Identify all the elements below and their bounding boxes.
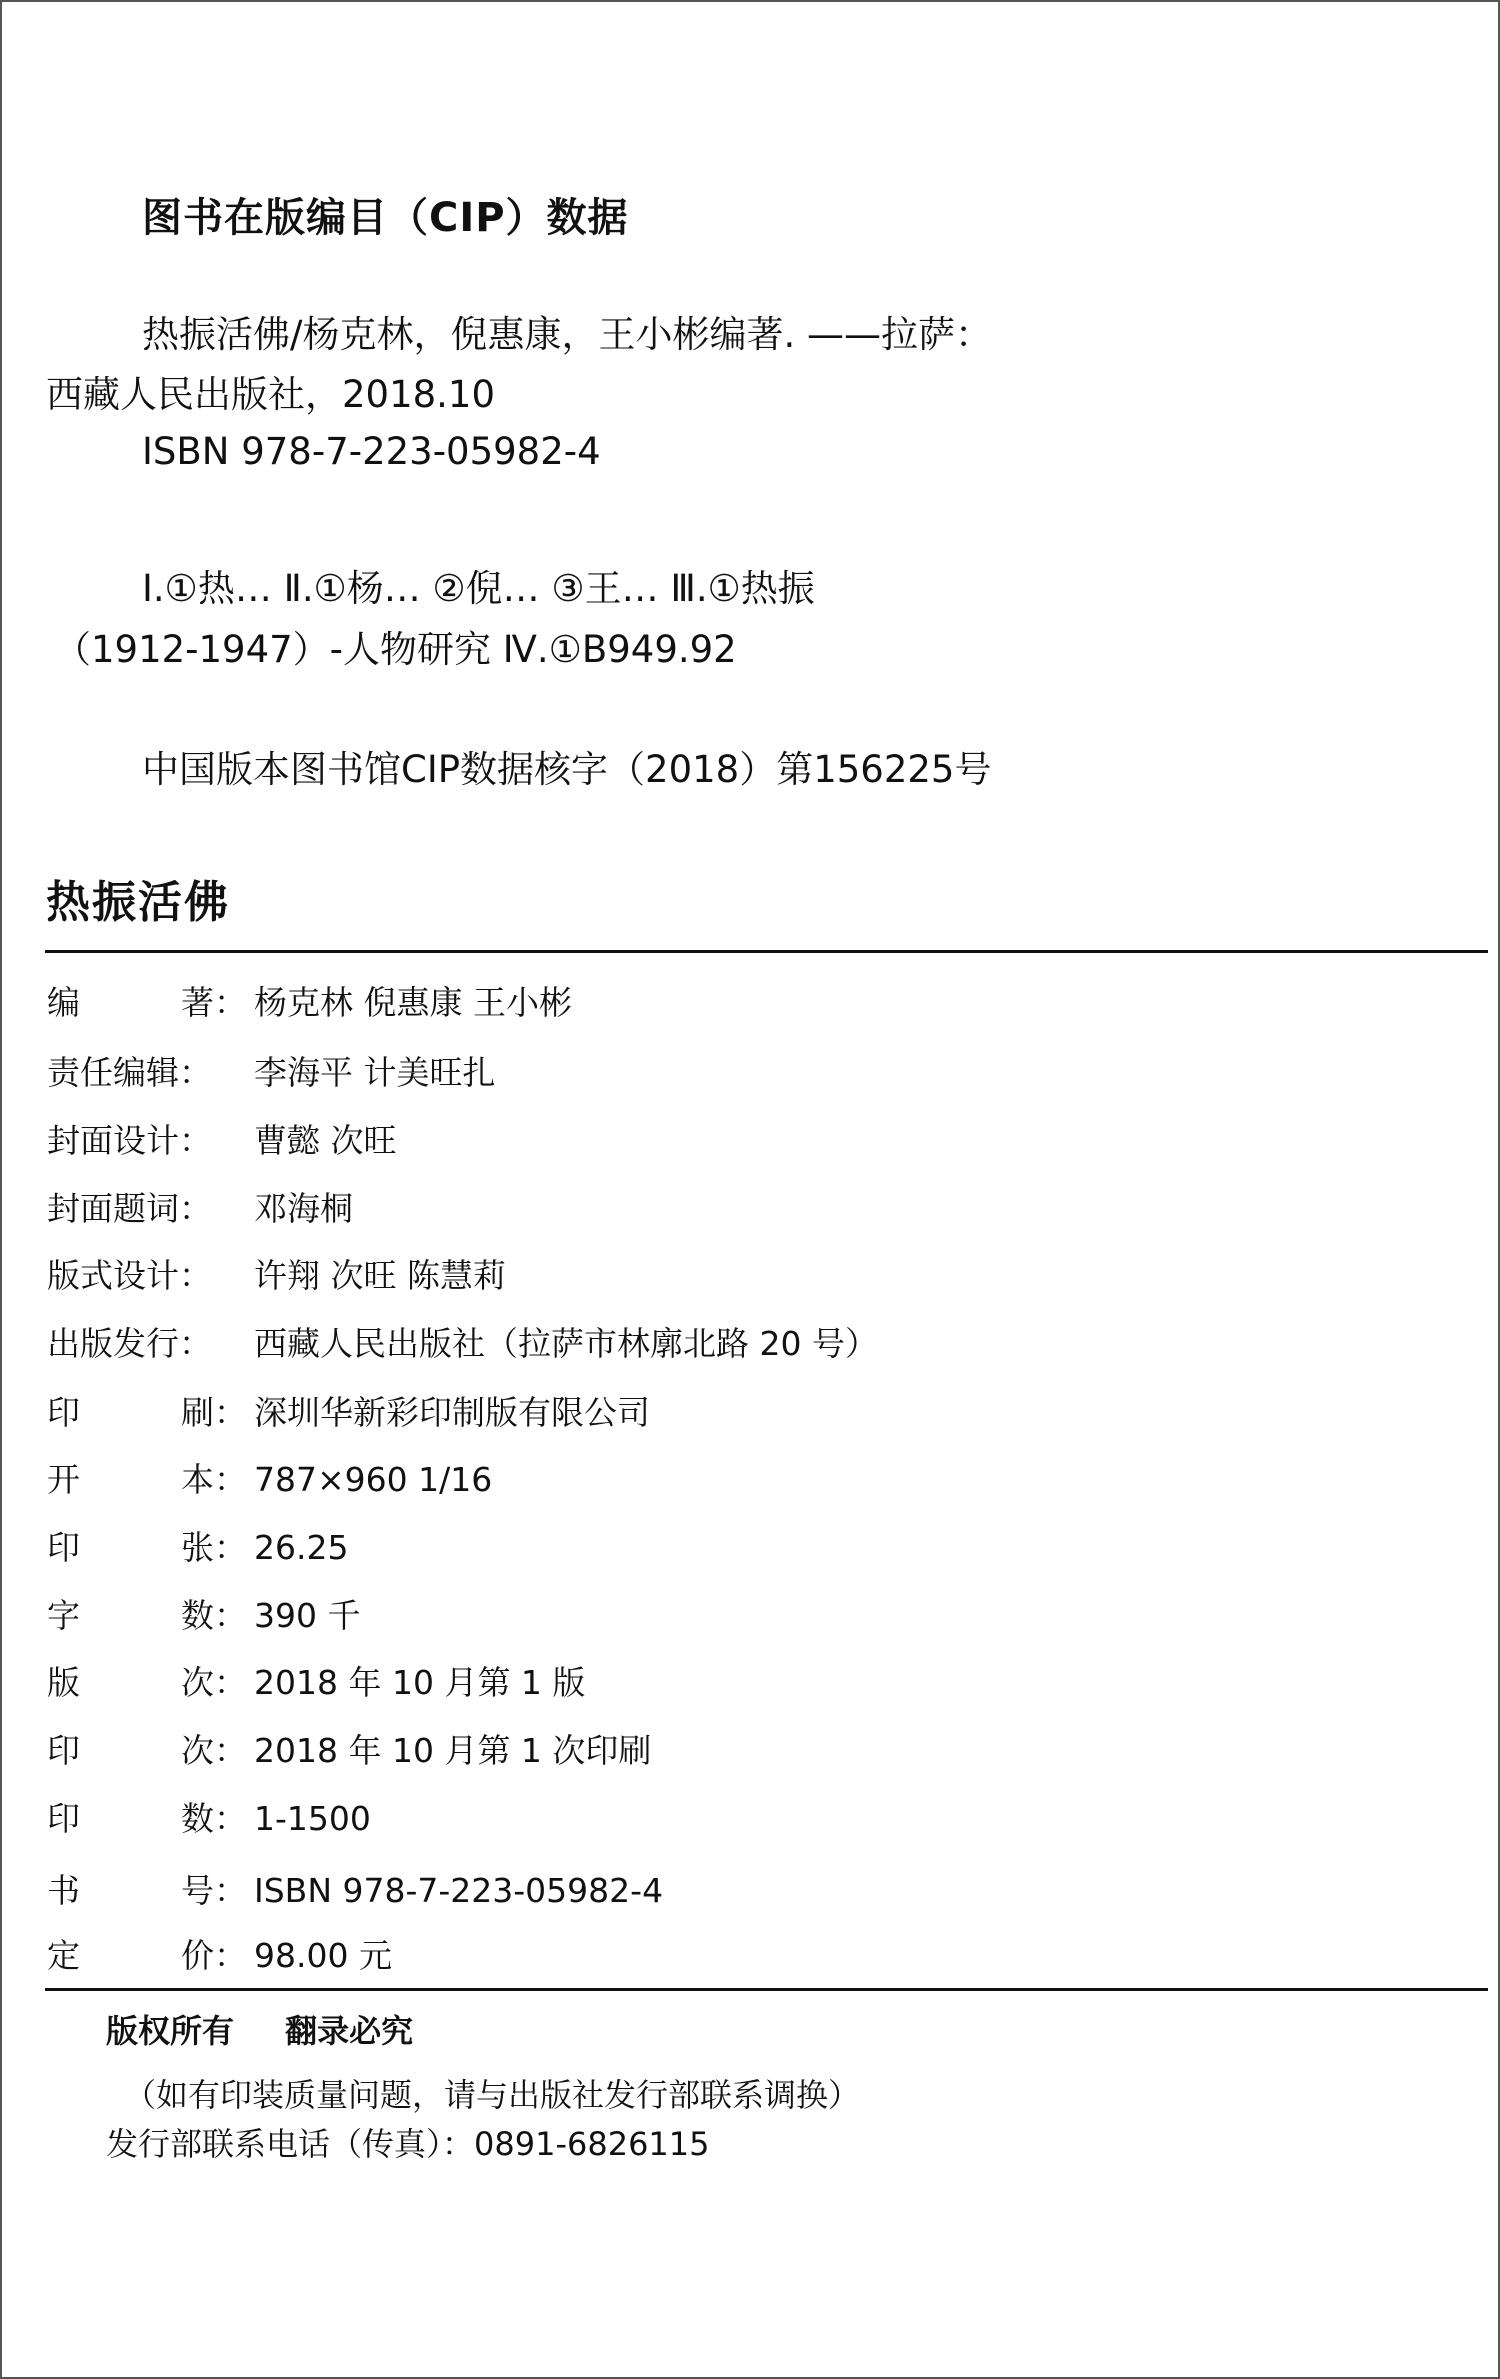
contact-phone: 发行部联系电话（传真）：0891-6826115 — [106, 2125, 710, 2163]
detail-label — [47, 1053, 247, 1093]
cip-heading: 图书在版编目（CIP）数据 — [142, 195, 629, 241]
cip-record-number: 中国版本图书馆CIP数据核字（2018）第156225号 — [142, 748, 992, 791]
detail-label-part: 著： — [181, 983, 247, 1022]
detail-value: 2018 年 10 月第 1 版 — [254, 1663, 586, 1702]
detail-label-part: 编 — [47, 983, 80, 1022]
detail-label — [47, 1121, 247, 1161]
divider-top — [45, 950, 1488, 953]
detail-value: 许翔 次旺 陈慧莉 — [254, 1256, 506, 1295]
cip-line-2: 西藏人民出版社，2018.10 — [46, 373, 496, 416]
detail-value: 26.25 — [254, 1528, 349, 1567]
detail-label — [47, 1799, 247, 1839]
detail-label-part: 版 — [47, 1663, 80, 1702]
detail-label — [47, 1936, 247, 1976]
detail-label-part: 张： — [181, 1528, 247, 1567]
divider-bottom — [45, 1988, 1488, 1991]
detail-value: 杨克林 倪惠康 王小彬 — [254, 983, 572, 1022]
detail-value: 曹懿 次旺 — [254, 1121, 397, 1160]
detail-label-part: 开 — [47, 1460, 80, 1499]
cip-isbn: ISBN 978-7-223-05982-4 — [142, 430, 601, 473]
detail-label-part: 本： — [181, 1460, 247, 1499]
detail-label — [47, 1871, 247, 1911]
detail-label — [47, 1663, 247, 1703]
detail-label-part: 书 — [47, 1871, 80, 1910]
detail-label-part: 印 — [47, 1393, 80, 1432]
detail-label — [47, 1460, 247, 1500]
detail-label — [47, 983, 247, 1023]
copyright-notice: 版权所有 翻录必究 — [106, 2012, 414, 2050]
detail-label-part: 印 — [47, 1528, 80, 1567]
cip-classification-1: Ⅰ.①热… Ⅱ.①杨… ②倪… ③王… Ⅲ.①热振 — [142, 567, 815, 610]
detail-label-part: 次： — [181, 1731, 247, 1770]
detail-label-part: 封面设计： — [47, 1121, 212, 1160]
detail-label-part: 次： — [181, 1663, 247, 1702]
detail-label — [47, 1324, 247, 1364]
detail-label — [47, 1393, 247, 1433]
detail-value: 787×960 1/16 — [254, 1460, 493, 1499]
detail-label-part: 版式设计： — [47, 1256, 212, 1295]
book-title: 热振活佛 — [46, 877, 230, 928]
detail-label-part: 印 — [47, 1731, 80, 1770]
detail-label-part: 价： — [181, 1936, 247, 1975]
detail-value: 西藏人民出版社（拉萨市林廓北路 20 号） — [254, 1324, 878, 1363]
detail-value: 深圳华新彩印制版有限公司 — [254, 1393, 650, 1432]
detail-label-part: 印 — [47, 1799, 80, 1838]
detail-label — [47, 1189, 247, 1229]
cip-line-1: 热振活佛/杨克林，倪惠康，王小彬编著. ——拉萨： — [142, 313, 992, 356]
detail-value: 98.00 元 — [254, 1936, 392, 1975]
detail-label-part: 数： — [181, 1799, 247, 1838]
cip-classification-2: （1912-1947）-人物研究 Ⅳ.①B949.92 — [54, 628, 737, 671]
detail-value: 1-1500 — [254, 1799, 371, 1838]
detail-value: 李海平 计美旺扎 — [254, 1053, 496, 1092]
detail-value: 390 千 — [254, 1596, 361, 1635]
detail-label — [47, 1596, 247, 1636]
detail-value: 2018 年 10 月第 1 次印刷 — [254, 1731, 652, 1770]
detail-label-part: 字 — [47, 1596, 80, 1635]
detail-label — [47, 1528, 247, 1568]
detail-label-part: 定 — [47, 1936, 80, 1975]
detail-label-part: 出版发行： — [47, 1324, 212, 1363]
detail-label-part: 数： — [181, 1596, 247, 1635]
detail-label-part: 号： — [181, 1871, 247, 1910]
quality-note: （如有印装质量问题，请与出版社发行部联系调换） — [124, 2076, 861, 2114]
detail-value: ISBN 978-7-223-05982-4 — [254, 1871, 664, 1910]
detail-label-part: 刷： — [181, 1393, 247, 1432]
detail-value: 邓海桐 — [254, 1189, 353, 1228]
detail-label-part: 封面题词： — [47, 1189, 212, 1228]
detail-label — [47, 1731, 247, 1771]
detail-label — [47, 1256, 247, 1296]
detail-label-part: 责任编辑： — [47, 1053, 212, 1092]
